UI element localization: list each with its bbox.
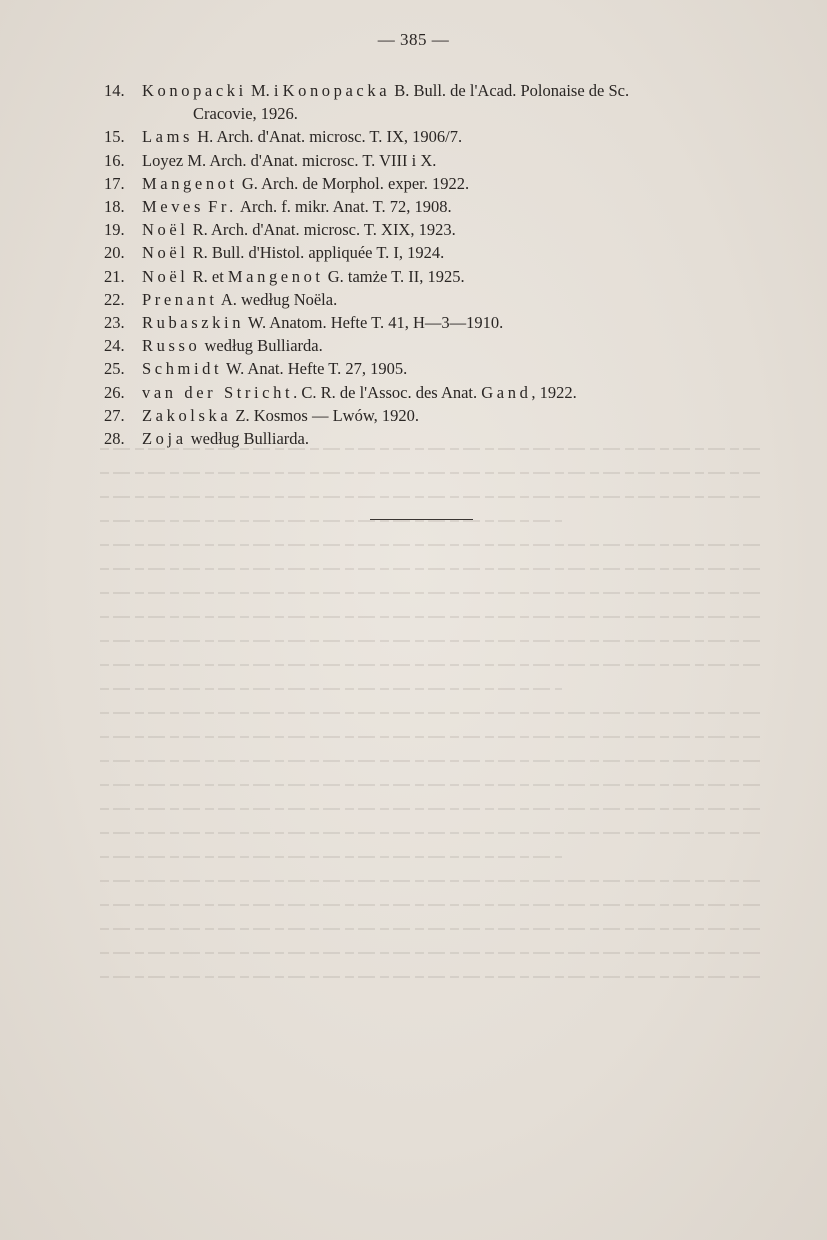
citation-text: B. Bull. de l'Acad. Polonaise de Sc. <box>390 81 630 100</box>
reference-text <box>142 311 764 334</box>
bleed-line <box>100 736 760 738</box>
reference-number: 18. <box>104 197 125 217</box>
reference-number: 16. <box>104 150 125 170</box>
author-name: Rubaszkin <box>142 313 245 333</box>
author-name: Mangenot <box>227 266 324 286</box>
reference-number: 25. <box>104 359 125 379</box>
bleed-line <box>100 880 760 882</box>
bleed-line <box>100 952 760 954</box>
citation-text: według Bulliarda. <box>186 429 309 449</box>
reference-text <box>142 288 764 311</box>
reference-text <box>142 149 764 172</box>
reference-text <box>142 218 764 241</box>
author-name: Noël <box>142 220 189 240</box>
reference-item <box>104 125 764 148</box>
reference-text <box>142 195 764 218</box>
citation-text: R. et <box>188 266 228 286</box>
reference-item <box>104 334 764 357</box>
reference-item <box>104 311 764 334</box>
reference-text <box>142 172 764 195</box>
bleed-line <box>100 832 760 834</box>
reference-item <box>104 195 764 218</box>
reference-number: 26. <box>104 382 125 402</box>
reference-number: 21. <box>104 266 125 286</box>
author-name: Schmidt <box>142 359 223 379</box>
reference-number: 24. <box>104 336 125 356</box>
author-name: Prenant <box>142 289 218 309</box>
bleed-line <box>100 784 760 786</box>
bleed-line <box>100 688 562 690</box>
citation-continuation: Cracovie, 1926. <box>193 104 298 124</box>
bleed-line <box>100 520 562 522</box>
reference-item <box>104 357 764 380</box>
author-name: Fr. <box>208 197 237 217</box>
bleed-line <box>100 616 760 618</box>
bleed-line <box>100 808 760 810</box>
bleed-line <box>100 496 760 498</box>
author-name: Russo <box>142 336 201 356</box>
bleed-line <box>100 664 760 666</box>
reference-number: 17. <box>104 173 125 193</box>
citation-text: Z. Kosmos — Lwów, 1920. <box>231 405 420 425</box>
citation-text: Loyez M. Arch. d'Anat. microsc. T. VIII i X. <box>142 150 437 170</box>
bleed-line <box>100 712 760 714</box>
reference-text <box>142 357 764 380</box>
citation-text: Arch. f. mikr. Anat. T. 72, 1908. <box>236 197 452 217</box>
citation-text: G. tamże T. II, 1925. <box>323 266 465 286</box>
bleed-line <box>100 472 760 474</box>
reference-text <box>142 427 764 450</box>
author-name: Zakolska <box>142 405 232 425</box>
author-name: Noël <box>142 266 189 286</box>
reference-number: 22. <box>104 289 125 309</box>
citation-text: , 1922. <box>531 382 577 402</box>
bleed-line <box>100 928 760 930</box>
author-name: Noël <box>142 243 189 263</box>
reference-item <box>104 149 764 172</box>
citation-text: W. Anatom. Hefte T. 41, H—3—1910. <box>244 313 504 333</box>
reference-text <box>142 125 764 148</box>
bleed-through-text <box>100 448 760 1008</box>
citation-text: G. Arch. de Morphol. exper. 1922. <box>237 173 470 193</box>
citation-text: H. Arch. d'Anat. microsc. T. IX, 1906/7. <box>193 127 463 147</box>
bleed-line <box>100 640 760 642</box>
reference-number: 27. <box>104 405 125 425</box>
reference-text <box>142 404 764 427</box>
reference-item <box>104 381 764 404</box>
reference-item <box>104 427 764 450</box>
author-name: van der Stricht <box>142 382 294 402</box>
author-name: Lams <box>142 127 194 147</box>
citation-text: R. Arch. d'Anat. microsc. T. XIX, 1923. <box>188 220 456 240</box>
reference-text <box>142 334 764 357</box>
bleed-line <box>100 760 760 762</box>
bleed-line <box>100 592 760 594</box>
reference-number: 20. <box>104 243 125 263</box>
reference-item <box>104 288 764 311</box>
reference-text <box>142 381 764 404</box>
reference-list <box>104 79 764 450</box>
author-name: Meves <box>142 197 204 217</box>
author-name: Gand <box>481 382 532 402</box>
reference-text <box>142 241 764 264</box>
citation-text: A. według Noëla. <box>217 289 338 309</box>
citation-text: W. Anat. Hefte T. 27, 1905. <box>222 359 408 379</box>
reference-number: 15. <box>104 127 125 147</box>
reference-number: 28. <box>104 429 125 449</box>
bleed-line <box>100 544 760 546</box>
reference-number: 23. <box>104 313 125 333</box>
reference-item <box>104 241 764 264</box>
reference-item <box>104 218 764 241</box>
reference-number: 19. <box>104 220 125 240</box>
section-divider <box>370 519 473 520</box>
reference-number: 14. <box>104 81 125 100</box>
citation-text: R. Bull. d'Histol. appliquée T. I, 1924. <box>188 243 445 263</box>
page-number: — 385 — <box>377 30 450 49</box>
bleed-line <box>100 856 562 858</box>
reference-text <box>142 79 764 125</box>
reference-text <box>142 265 764 288</box>
citation-text: według Bulliarda. <box>200 336 323 356</box>
reference-item <box>104 404 764 427</box>
reference-item <box>104 265 764 288</box>
citation-text: M. i <box>246 81 283 100</box>
bleed-line <box>100 904 760 906</box>
bleed-line <box>100 976 760 978</box>
bleed-line <box>100 568 760 570</box>
author-name: Mangenot <box>142 173 238 193</box>
author-name: Konopacki <box>142 81 247 100</box>
reference-item <box>104 172 764 195</box>
author-name: Zoja <box>142 429 187 449</box>
author-name: Konopacka <box>282 81 391 100</box>
citation-text: . C. R. de l'Assoc. des Anat. <box>293 382 482 402</box>
reference-item <box>104 79 764 125</box>
